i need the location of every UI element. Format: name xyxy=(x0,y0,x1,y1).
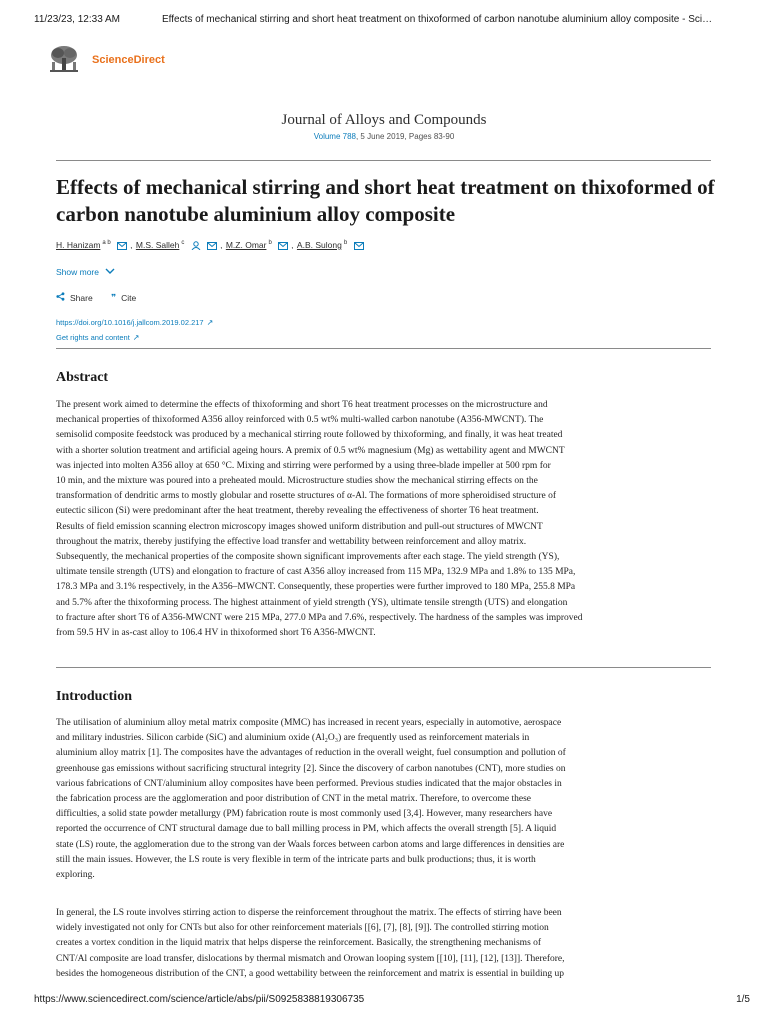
email-icon[interactable] xyxy=(278,242,288,250)
text-line: various fabrications of CNT/aluminium alloy composites have been performed. Previous studies indicated that the major obstacles in xyxy=(56,778,562,789)
author-name[interactable]: A.B. Sulong xyxy=(296,240,342,250)
introduction-heading: Introduction xyxy=(56,689,132,704)
divider xyxy=(56,348,711,349)
divider xyxy=(56,160,711,161)
text-line: Subsequently, the mechanical properties of the composite shown significant improvements after each stage. The yield strength (YS), xyxy=(56,552,560,563)
volume-link[interactable]: Volume 788 xyxy=(313,132,356,141)
text-line: aluminium alloy matrix [1]. The composites have the advantages of reduction in the overall weight, fuel consumption and pollution of xyxy=(56,748,566,759)
email-icon[interactable] xyxy=(207,242,217,250)
abstract-heading: Abstract xyxy=(56,370,109,385)
doi-link[interactable] xyxy=(56,318,213,327)
share-label: Share xyxy=(70,293,93,304)
show-more-button[interactable] xyxy=(56,267,115,277)
email-icon[interactable] xyxy=(117,242,127,250)
text-line: with a shorter solution treatment and artificial ageing hours. A premix of 0.5 wt% magnesium (Mg) as wettability agent and MWCNT xyxy=(56,445,565,456)
text-line: from 59.5 HV in as-cast alloy to 106.4 HV in thixoformed short T6 A356-MWCNT. xyxy=(56,628,376,639)
text-line: transformation of dendritic arms to mostly globular and rosette structures of α-Al. The formations of more spheroidised structure of xyxy=(56,491,556,502)
author-2[interactable] xyxy=(136,240,217,250)
text-line: ultimate tensile strength (UTS) and elongation to fracture of cast A356 alloy increased from 115 MPa, 132.9 MPa and 1.8% to 135 MPa, xyxy=(56,567,576,578)
elsevier-tree-logo[interactable] xyxy=(46,44,82,74)
text-line: was injected into molten A356 alloy at 650 °C. Mixing and stirring were performed by a using three-blade impeller at 500 rpm for xyxy=(56,460,551,471)
volume-details: , 5 June 2019, Pages 83-90 xyxy=(355,132,455,141)
text-line: reported the occurrence of CNT structural damage due to ball milling process in PM, which affects the overall strength [5]. A liquid xyxy=(56,824,557,835)
text-line: mechanical properties of thixoformed A356 alloy reinforced with 0.5 wt% multi-walled carbon nanotube (A356-MWCNT). The xyxy=(56,415,544,426)
print-datetime: 11/23/23, 12:33 AM xyxy=(34,14,120,25)
author-affiliation: b xyxy=(268,240,272,246)
author-affiliation: c xyxy=(181,240,185,246)
cite-label: Cite xyxy=(121,292,137,303)
text-line: throughout the matrix, thereby justifying the effective load transfer and wettability between reinforcement and alloy matrix. xyxy=(56,536,527,547)
volume-info xyxy=(0,132,768,141)
text-line: greenhouse gas emissions without sacrificing structural integrity [2]. Since the discovery of carbon nanotubes (CNT), more studies on xyxy=(56,763,566,774)
text-line: exploring. xyxy=(56,870,95,881)
text-line: In general, the LS route involves stirring action to disperse the reinforcement throughout the matrix. The effects of stirring have been xyxy=(56,908,562,918)
text-line: eutectic silicon (Si) were predominant after the heat treatment, thereby revealing the effectiveness of shorter T6 heat treatment. xyxy=(56,506,539,517)
author-affiliation: b xyxy=(343,240,348,246)
print-url: https://www.sciencedirect.com/science/article/abs/pii/S0925838819306735 xyxy=(34,994,365,1005)
share-button[interactable] xyxy=(56,292,93,303)
author-1[interactable] xyxy=(56,240,127,250)
doi-text: https://doi.org/10.1016/j.jallcom.2019.02.217 xyxy=(56,318,204,327)
share-icon xyxy=(56,292,65,301)
text-line: difficulties, a solid state powder metallurgy (PM) fabrication route is most commonly used [3,4]. However, many researchers have xyxy=(56,809,553,820)
divider xyxy=(56,667,711,668)
text-line: besides the homogeneous distribution of the CNT, a good wettability between the reinforcement and matrix is essential in building up xyxy=(56,968,564,979)
print-page-title: Effects of mechanical stirring and short heat treatment on thixoformed of carbon nanotube aluminium alloy composite - Sci… xyxy=(162,14,713,25)
author-4[interactable] xyxy=(297,240,364,250)
text-line: still the main issues. However, the LS route is very flexible in term of the intricate parts and bulk productions; thus, it is worth xyxy=(56,854,536,865)
text-line: to fracture after short T6 of A356-MWCNT were 215 MPa, 277.0 MPa and 7.6%, respectively. The hardness of the samples was improved xyxy=(56,612,583,623)
show-more-label: Show more xyxy=(56,267,99,277)
text-line: semisolid composite feedstock was produced by a mechanical stirring route followed by thixoforming, and finally, it was heat treated xyxy=(56,430,563,441)
text-line: and military industries. Silicon carbide (SiC) and aluminium oxide (Al₂O₃) are frequently used as reinforcement materials in xyxy=(56,733,530,744)
journal-name[interactable]: Journal of Alloys and Compounds xyxy=(281,112,487,128)
author-name[interactable]: H. Hanizam xyxy=(56,240,101,250)
text-line: creates a vortex condition in the liquid matrix that helps disperse the reinforcement. Basically, the strengthening mechanisms of xyxy=(56,938,542,949)
quote-icon: ❞ xyxy=(111,292,117,303)
text-line: state (LS) route, the agglomeration due to the strong van der Waals forces between carbon atoms and large differences in densities are xyxy=(56,839,565,850)
external-link-icon: ↗ xyxy=(132,333,140,342)
print-footer xyxy=(34,994,750,1008)
sciencedirect-brand[interactable]: ScienceDirect xyxy=(92,54,165,66)
abstract-body xyxy=(56,398,712,641)
chevron-down-icon xyxy=(105,268,115,275)
text-line: 178.3 MPa and 3.1% respectively, in the A356–MWCNT. Consequently, these properties were further improved to 180 MPa, 255.8 MPa xyxy=(56,582,576,593)
text-line: The present work aimed to determine the effects of thixoforming and short T6 heat treatment processes on the microstructure and xyxy=(56,400,548,410)
text-line: 10 min, and the mixture was poured into a preheated mould. Microstructure studies show the mechanical stirring effects on the xyxy=(56,476,538,487)
introduction-paragraph-2 xyxy=(56,906,712,982)
external-link-icon: ↗ xyxy=(206,318,214,327)
article-title: Effects of mechanical stirring and short heat treatment on thixoformed of carbon nanotube aluminium alloy composite xyxy=(56,175,715,226)
rights-link[interactable] xyxy=(56,333,140,342)
author-list: H. Hanizam $^{a b}$ , M.S. Salleh $^c$ , M.Z. Omar $^b$ , A.B. Sulong $^b$ xyxy=(56,240,716,250)
rights-text: Get rights and content xyxy=(56,333,130,342)
author-3[interactable] xyxy=(226,240,288,250)
text-line: Results of field emission scanning electron microscopy images showed uniform distribution and pull-out structures of MWCNT xyxy=(56,521,543,532)
cite-button[interactable] xyxy=(111,292,136,303)
person-icon[interactable] xyxy=(191,241,201,250)
article-actions xyxy=(56,292,152,303)
text-line: The utilisation of aluminium alloy metal matrix composite (MMC) has increased in recent years, especially in automotive, aerospace xyxy=(56,718,562,728)
author-affiliation: a b xyxy=(102,240,111,246)
print-page-number: 1/5 xyxy=(736,994,750,1005)
email-icon[interactable] xyxy=(354,242,364,250)
introduction-paragraph-1 xyxy=(56,716,712,883)
text-line: CNT/Al composite are load transfer, dislocations by thermal mismatch and Orowan looping system [[10], [11], [12], [13]]. Therefore, xyxy=(56,953,565,964)
author-name[interactable]: M.Z. Omar xyxy=(225,240,267,250)
text-line: widely investigated not only for CNTs but also for other reinforcement materials [[6], [7], [8], [9]]. The controlled stirring motion xyxy=(56,923,549,934)
text-line: the fabrication process are the agglomeration and poor distribution of CNT in the metal matrix. Therefore, to overcome these xyxy=(56,794,532,805)
text-line: and 5.7% after the thixoforming process. The highest attainment of yield strength (YS), ultimate tensile strength (UTS) and elongation xyxy=(56,597,568,608)
print-header xyxy=(34,14,750,28)
author-name[interactable]: M.S. Salleh xyxy=(135,240,180,250)
